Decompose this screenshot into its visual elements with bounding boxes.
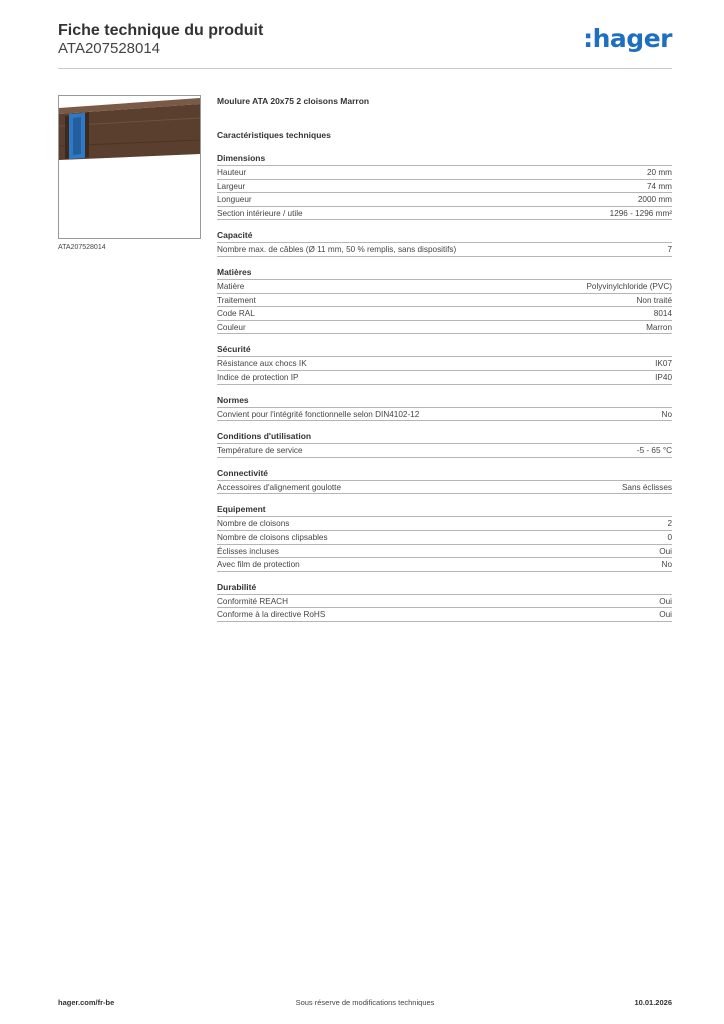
- spec-value: No: [661, 409, 672, 419]
- section-title: Conditions d'utilisation: [217, 430, 672, 444]
- product-name: Moulure ATA 20x75 2 cloisons Marron: [217, 96, 370, 106]
- footer-date: 10.01.2026: [634, 998, 672, 1007]
- spec-value: 7: [667, 245, 672, 255]
- spec-label: Nombre de cloisons clipsables: [217, 532, 328, 542]
- spec-row: [217, 408, 672, 422]
- spec-row: [217, 481, 672, 495]
- spec-label: Traitement: [217, 295, 256, 305]
- spec-label: Éclisses incluses: [217, 546, 279, 556]
- spec-row: [217, 193, 672, 207]
- product-image: [58, 95, 201, 239]
- specifications: [217, 94, 672, 631]
- spec-label: Hauteur: [217, 168, 247, 177]
- spec-label: Matière: [217, 281, 245, 291]
- image-caption: ATA207528014: [58, 244, 106, 251]
- spec-label: Nombre max. de câbles (Ø 11 mm, 50 % remplis, sans dispositifs): [217, 245, 457, 255]
- spec-value: IP40: [655, 372, 672, 382]
- spec-row: [217, 595, 672, 609]
- section-title: Normes: [217, 394, 672, 408]
- hager-logo: :hager: [583, 24, 672, 53]
- spec-row: [217, 357, 672, 371]
- spec-row: [217, 545, 672, 559]
- spec-label: Accessoires d'alignement goulotte: [217, 482, 341, 492]
- spec-section: [217, 467, 672, 495]
- spec-label: Couleur: [217, 322, 246, 332]
- spec-section: [217, 581, 672, 622]
- characteristics-title: Caractéristiques techniques: [217, 130, 331, 140]
- section-title: Matières: [217, 266, 672, 280]
- spec-value: 1296 - 1296 mm²: [609, 208, 672, 218]
- spec-value: Oui: [659, 546, 672, 556]
- spec-row: [217, 207, 672, 221]
- spec-value: Non traité: [636, 295, 672, 305]
- spec-value: Polyvinylchloride (PVC): [586, 281, 672, 291]
- spec-label: Indice de protection IP: [217, 372, 299, 382]
- spec-value: 20 mm: [646, 168, 672, 177]
- spec-value: Sans éclisses: [621, 482, 672, 492]
- spec-row: [217, 307, 672, 321]
- spec-sections: [217, 152, 672, 622]
- spec-section: [217, 229, 672, 257]
- spec-value: 74 mm: [646, 181, 672, 191]
- spec-row: [217, 371, 672, 385]
- section-title: Durabilité: [217, 581, 672, 595]
- spec-row: [217, 444, 672, 458]
- spec-section: [217, 152, 672, 220]
- spec-value: Oui: [659, 610, 672, 620]
- spec-label: Résistance aux chocs IK: [217, 359, 307, 369]
- spec-section: [217, 394, 672, 422]
- spec-value: Oui: [659, 596, 672, 606]
- section-title: Sécurité: [217, 343, 672, 357]
- spec-row: [217, 608, 672, 622]
- spec-value: 0: [667, 532, 672, 542]
- spec-row: [217, 531, 672, 545]
- footer-note: Sous réserve de modifications techniques: [295, 998, 435, 1007]
- spec-row: [217, 321, 672, 335]
- section-title: Dimensions: [217, 152, 672, 166]
- spec-row: [217, 180, 672, 194]
- section-title: Equipement: [217, 503, 672, 517]
- spec-value: IK07: [655, 359, 672, 369]
- spec-row: [217, 558, 672, 572]
- spec-value: No: [661, 560, 672, 570]
- spec-section: [217, 343, 672, 384]
- spec-label: Longueur: [217, 195, 252, 205]
- product-reference: ATA207528014: [58, 40, 161, 57]
- spec-section: [217, 266, 672, 334]
- spec-label: Conforme à la directive RoHS: [217, 610, 326, 620]
- document-title: Fiche technique du produit: [58, 22, 264, 39]
- spec-row: [217, 294, 672, 308]
- spec-value: Marron: [646, 322, 672, 332]
- spec-label: Section intérieure / utile: [217, 208, 303, 218]
- spec-row: [217, 280, 672, 294]
- spec-label: Température de service: [217, 446, 303, 456]
- spec-label: Convient pour l'intégrité fonctionnelle selon DIN4102-12: [217, 409, 420, 419]
- spec-value: 8014: [653, 309, 672, 319]
- spec-row: [217, 166, 672, 180]
- cable-trunking-illustration: [59, 96, 200, 238]
- spec-value: -5 - 65 °C: [636, 446, 672, 456]
- section-title: Connectivité: [217, 467, 672, 481]
- spec-section: [217, 503, 672, 571]
- spec-row: [217, 517, 672, 531]
- spec-section: [217, 430, 672, 458]
- section-title: Capacité: [217, 229, 672, 243]
- spec-value: 2000 mm: [637, 195, 672, 205]
- spec-label: Code RAL: [217, 309, 255, 319]
- spec-row: [217, 243, 672, 257]
- spec-label: Nombre de cloisons: [217, 519, 290, 529]
- spec-label: Conformité REACH: [217, 596, 288, 606]
- spec-label: Avec film de protection: [217, 560, 300, 570]
- page-header: [58, 20, 672, 69]
- footer-website-link[interactable]: hager.com/fr-be: [58, 998, 115, 1007]
- spec-value: 2: [667, 519, 672, 529]
- spec-label: Largeur: [217, 181, 246, 191]
